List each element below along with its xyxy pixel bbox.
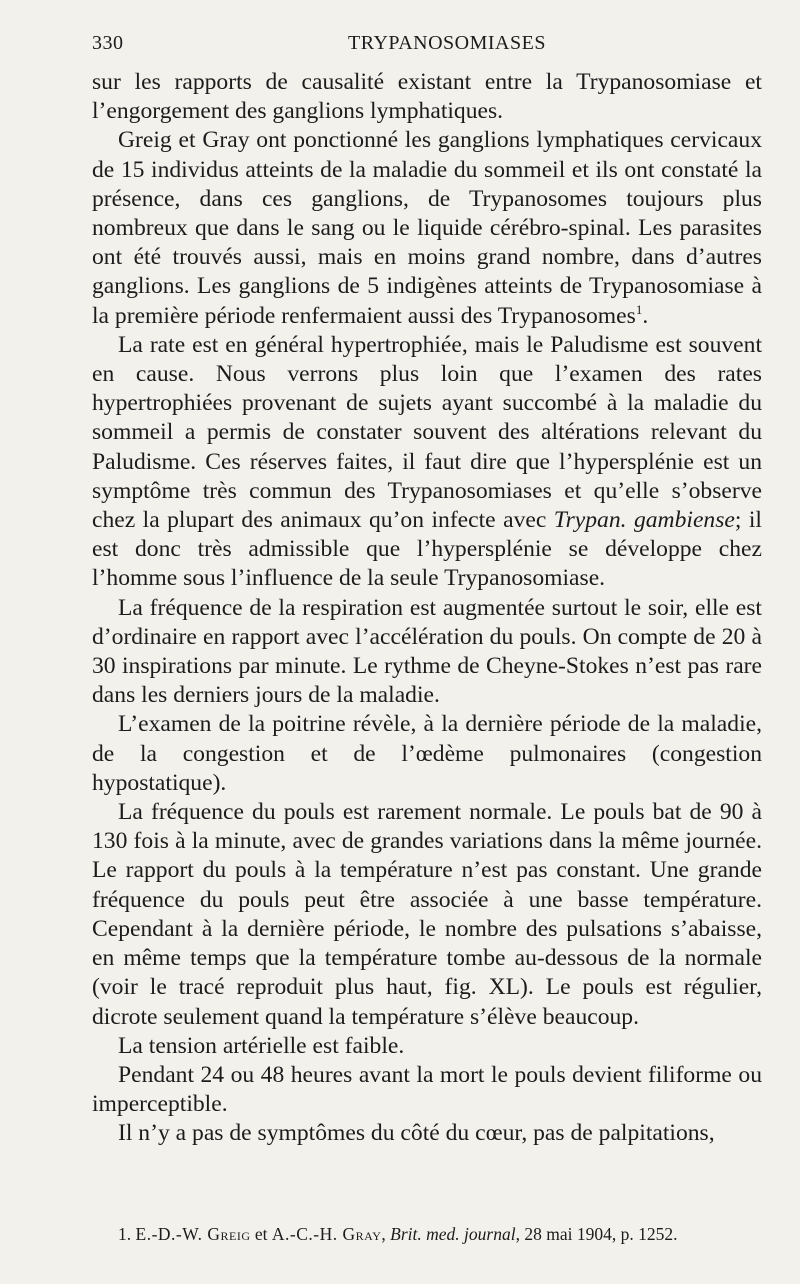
species-name: Trypan. gambiense (553, 507, 735, 534)
footnote-author-2: A.-C.-H. Gray (271, 1224, 382, 1244)
paragraph-1 (92, 68, 762, 126)
paragraph-2-text: Greig et Gray ont ponctionné les ganglions lymphatiques cervicaux de 15 individus atteints de la maladie du sommeil et ils ont constaté la présence, dans ces ganglions, de Trypanosomes toujours plus nombreux que dans le sang ou le liquide cérébro-spinal. Les parasites ont été trouvés aussi, mais en moins grand nombre, dans d’autres ganglions. Les ganglions de 5 indigènes atteints de Trypanosomiase à la première période renfermaient aussi des Trypanosomes (92, 127, 762, 329)
paragraph-7-text: La tension artérielle est faible. (118, 1032, 405, 1059)
footnote-citation-rest: , 28 mai 1904, p. 1252. (515, 1224, 678, 1244)
paragraph-4-text: La fréquence de la respiration est augmentée surtout le soir, elle est d’ordinaire en rapport avec l’accélération du pouls. On compte de 20 à 30 inspirations par minute. Le rythme de Cheyne-Stokes n’est pas rare dans les derniers jours de la maladie. (92, 594, 762, 709)
paragraph-2 (92, 126, 762, 330)
paragraph-1-text: sur les rapports de causalité existant entre la Trypanosomiase et l’engorgement des ganglions lymphatiques. (92, 69, 762, 125)
body-text (92, 68, 762, 1149)
paragraph-9 (92, 1119, 762, 1148)
page-number: 330 (92, 32, 124, 54)
paragraph-2-end: . (642, 302, 649, 329)
footnote-ref[interactable]: 1 (635, 301, 643, 317)
footnote (92, 1222, 762, 1246)
paragraph-3-text-a: La rate est en général hypertrophiée, mais le Paludisme est souvent en cause. Nous verrons plus loin que l’examen des rates hypertrophiées provenant de sujets ayant succombé à la maladie du sommeil a permis de constater souvent des altérations relevant du Paludisme. Ces réserves faites, il faut dire que l’hypersplénie est un symptôme très commun des Trypanosomiases et qu’elle s’observe chez la plupart des animaux qu’on infecte avec (92, 331, 762, 534)
paragraph-4 (92, 594, 762, 711)
paragraph-7 (92, 1032, 762, 1061)
footnote-separator: , (381, 1224, 391, 1244)
paragraph-6 (92, 798, 762, 1032)
running-head: TRYPANOSOMIASES (348, 32, 546, 54)
footnote-number: 1. (118, 1224, 132, 1244)
paragraph-8-text: Pendant 24 ou 48 heures avant la mort le pouls devient filiforme ou imperceptible. (92, 1061, 762, 1118)
paragraph-5-text: L’examen de la poitrine révèle, à la dernière période de la maladie, de la congestion et de l’œdème pulmonaires (congestion hypostatique). (92, 711, 762, 796)
paragraph-6-text: La fréquence du pouls est rarement normale. Le pouls bat de 90 à 130 fois à la minute, avec de grandes variations dans la même journée. Le rapport du pouls à la température n’est pas constant. Une grande fréquence du pouls peut être associée à une basse température. Cependant à la dernière période, le nombre des pulsations s’abaisse, en même temps que la température tombe au-dessous de la normale (voir le tracé reproduit plus haut, fig. XL). Le pouls est régulier, dicrote seulement quand la température s’élève beaucoup. (92, 799, 762, 1030)
paragraph-3-text-b: ; il est donc très admissible que l’hypersplénie se développe chez l’homme sous l’influence de la seule Trypanosomiase. (92, 507, 762, 592)
page-header (92, 32, 762, 64)
paragraph-5 (92, 710, 762, 798)
footnote-author-1: E.-D.-W. Greig (135, 1224, 251, 1244)
paragraph-9-text: Il n’y a pas de symptômes du côté du cœur, pas de palpitations, (118, 1120, 715, 1147)
footnote-journal: Brit. med. journal (390, 1224, 516, 1244)
paragraph-8 (92, 1061, 762, 1119)
footnote-connector: et (250, 1224, 272, 1244)
paragraph-3 (92, 331, 762, 594)
